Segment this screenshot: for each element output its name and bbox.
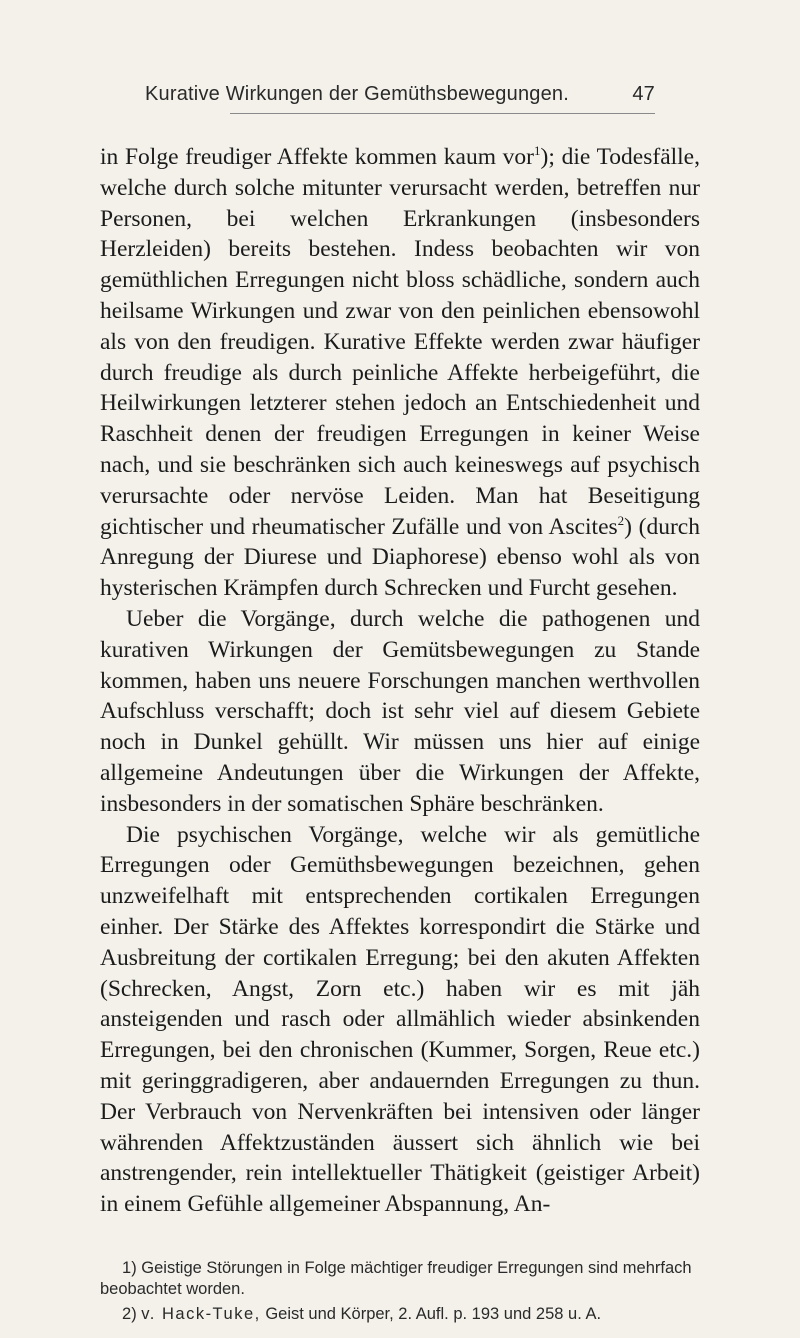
page-number: 47	[632, 83, 655, 105]
footnote-2-marker: 2	[122, 1305, 132, 1323]
paragraph-1-part-1: in Folge freudiger Affekte kommen kaum vor	[100, 144, 535, 170]
footnote-ref-2: 2	[617, 512, 625, 528]
footnote-1-marker: 1	[122, 1259, 132, 1277]
body-text	[100, 142, 700, 1220]
paragraph-1-part-2: ); die Todesfälle, welche durch solche mitunter verursacht werden, betreffen nur Personen, bei welchen Erkrankungen (insbesonders Herzleiden) bereits bestehen. Indess beobachten wir von gemüthlichen Erregungen nicht bloss schädliche, sondern auch heilsame Wirkungen und zwar von den peinlichen ebensowohl als von den freudigen. Kurative Effekte werden zwar häufiger durch freudige als durch peinliche Affekte herbeigeführt, die Heilwirkungen letzterer stehen jedoch an Entschiedenheit und Raschheit denen der freudigen Erregungen in keiner Weise nach, und sie beschränken sich auch keineswegs auf psychisch verursachte oder nervöse Leiden. Man hat Beseitigung gichtischer und rheumatischer Zufälle und von Ascites	[100, 144, 700, 540]
footnote-ref-1: 1	[534, 143, 541, 159]
footnote-2-author: v. Hack-Tuke,	[141, 1305, 261, 1323]
header-rule	[230, 113, 655, 114]
footnotes	[100, 1258, 700, 1325]
paragraph-1-part-3: ) (durch Anregung der Diurese und Diaphorese) ebenso wohl als von hysterischen Krämpfen durch Schrecken und Furcht gesehen.	[100, 513, 700, 602]
footnote-2: 2) v. Hack-Tuke, Geist und Körper, 2. Aufl. p. 193 und 258 u. A.	[122, 1305, 602, 1323]
running-title: Kurative Wirkungen der Gemüthsbewegungen.	[145, 83, 569, 105]
footnote-1-text: Geistige Störungen in Folge mächtiger freudiger Erregungen sind mehrfach beobachtet worden.	[100, 1259, 692, 1298]
paragraph-3: Die psychischen Vorgänge, welche wir als gemütliche Erregungen oder Gemüthsbewegungen bezeichnen, gehen unzweifelhaft mit entsprechenden cortikalen Erregungen einher. Der Stärke des Affektes korrespondirt die Stärke und Ausbreitung der cortikalen Erregung; bei den akuten Affekten (Schrecken, Angst, Zorn etc.) haben wir es mit jäh ansteigenden und rasch oder allmählich wieder absinkenden Erregungen, bei den chronischen (Kummer, Sorgen, Reue etc.) mit geringgradigeren, aber andauernden Erregungen zu thun. Der Verbrauch von Nervenkräften bei intensiven oder länger währenden Affektzuständen äussert sich ähnlich wie bei anstrengender, rein intellektueller Thätigkeit (geistiger Arbeit) in einem Gefühle allgemeiner Abspannung, An-	[100, 821, 700, 1218]
paragraph-1	[100, 142, 700, 604]
footnote-1: 1) Geistige Störungen in Folge mächtiger freudiger Erregungen sind mehrfach beobachtet worden.	[100, 1259, 692, 1298]
paragraph-2: Ueber die Vorgänge, durch welche die pathogenen und kurativen Wirkungen der Gemütsbewegungen zu Stande kommen, haben uns neuere Forschungen manchen werthvollen Aufschluss verschafft; doch ist sehr viel auf diesem Gebiete noch in Dunkel gehüllt. Wir müssen uns hier auf einige allgemeine Andeutungen über die Wirkungen der Affekte, insbesonders in der somatischen Sphäre beschränken.	[100, 605, 700, 817]
footnote-2-text: Geist und Körper, 2. Aufl. p. 193 und 258 u. A.	[265, 1305, 602, 1323]
